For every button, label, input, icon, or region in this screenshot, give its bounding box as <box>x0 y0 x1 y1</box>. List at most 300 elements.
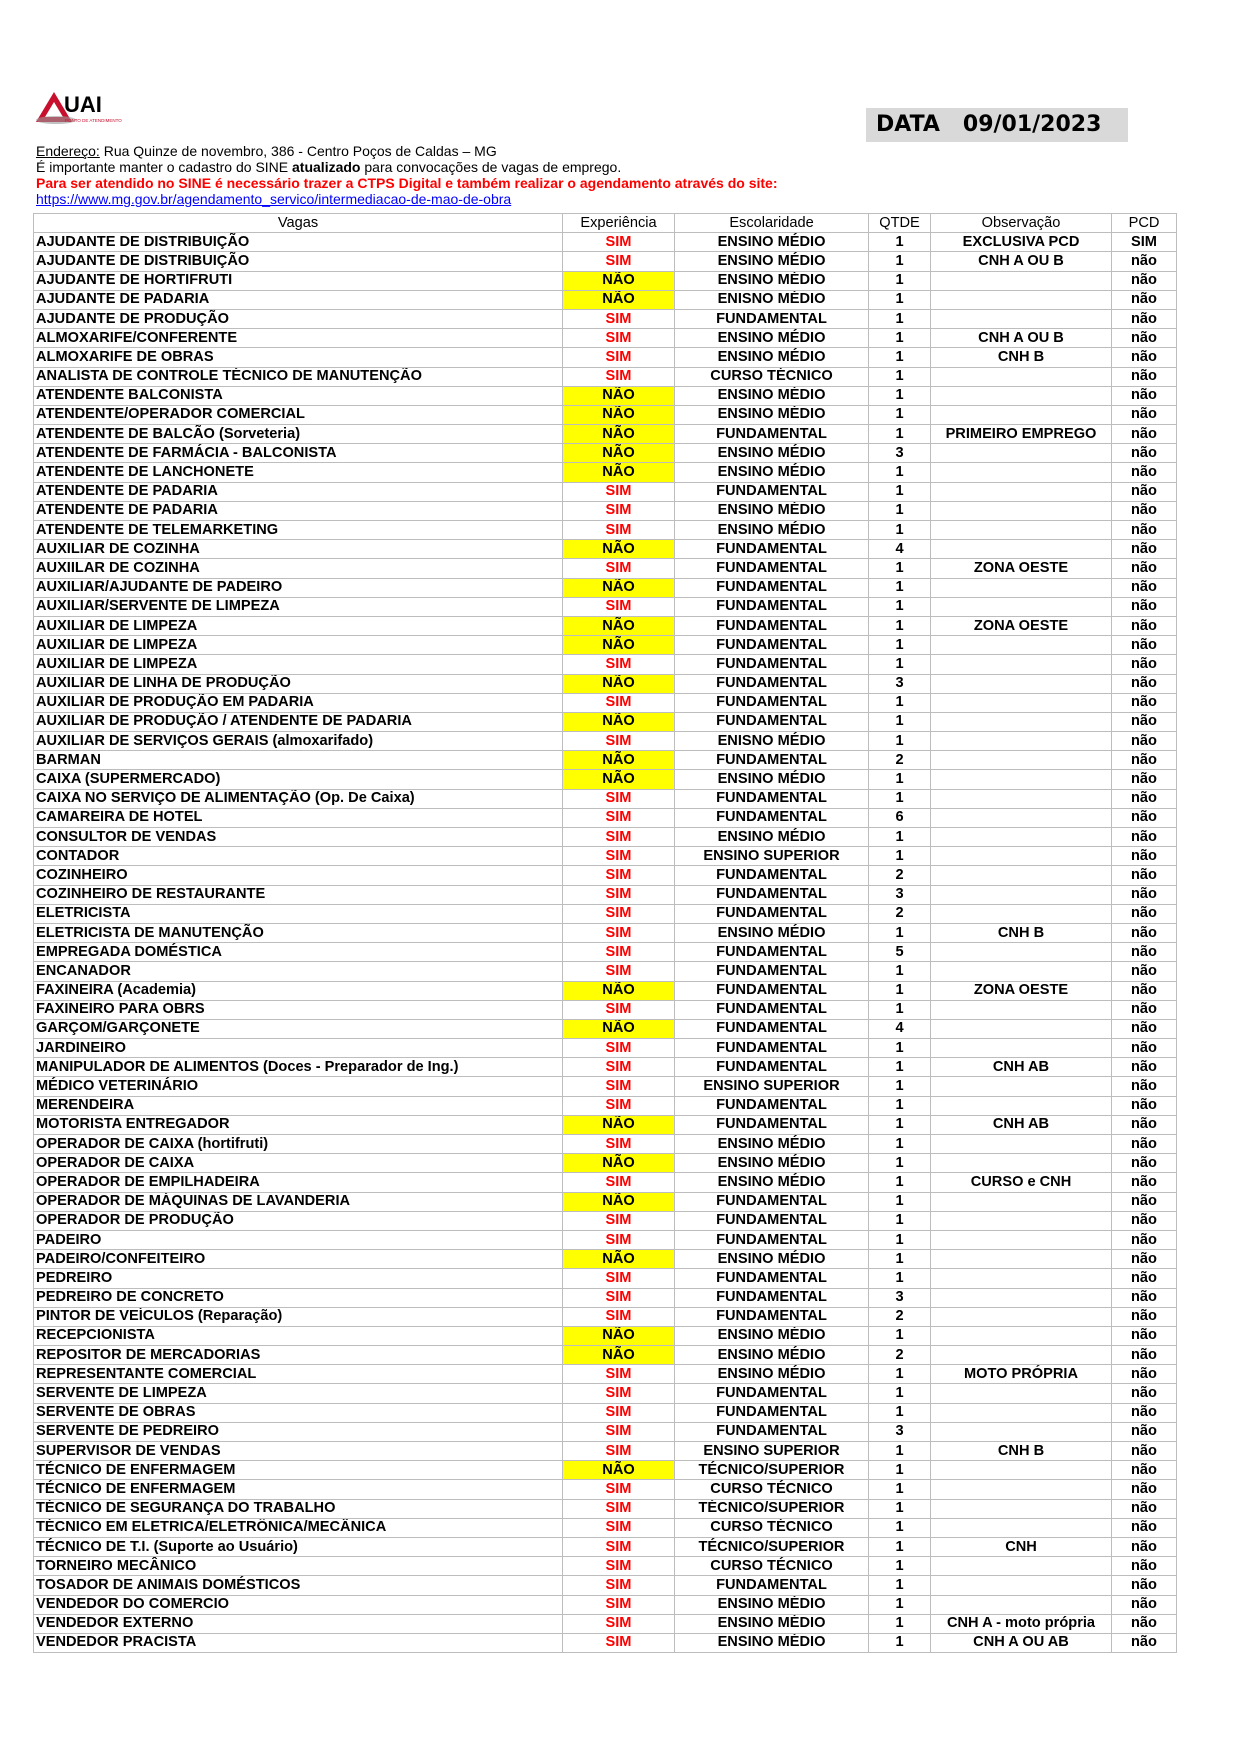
cell-escolaridade: TÉCNICO/SUPERIOR <box>675 1461 869 1480</box>
cell-observacao <box>931 309 1112 328</box>
cell-pcd: não <box>1112 1384 1177 1403</box>
cell-qtde: 1 <box>869 1096 931 1115</box>
cell-experiencia: SIM <box>563 1269 675 1288</box>
table-row <box>34 655 1177 674</box>
table-row <box>34 847 1177 866</box>
cell-vaga: AUXIILAR DE COZINHA <box>34 559 563 578</box>
cell-experiencia: SIM <box>563 1422 675 1441</box>
cell-pcd: não <box>1112 1557 1177 1576</box>
cell-vaga: CONSULTOR DE VENDAS <box>34 828 563 847</box>
cell-escolaridade: FUNDAMENTAL <box>675 559 869 578</box>
cell-observacao <box>931 904 1112 923</box>
notice-line <box>36 159 1176 175</box>
cell-observacao <box>931 405 1112 424</box>
cell-experiencia: SIM <box>563 252 675 271</box>
cell-escolaridade: ENSINO MÉDIO <box>675 329 869 348</box>
cell-observacao <box>931 808 1112 827</box>
table-row <box>34 1326 1177 1345</box>
cell-escolaridade: ENSINO MÉDIO <box>675 252 869 271</box>
cell-escolaridade: FUNDAMENTAL <box>675 866 869 885</box>
table-row <box>34 1346 1177 1365</box>
cell-pcd: não <box>1112 482 1177 501</box>
cell-pcd: não <box>1112 1096 1177 1115</box>
cell-escolaridade: CURSO TÉCNICO <box>675 1480 869 1499</box>
table-row <box>34 751 1177 770</box>
table-row <box>34 482 1177 501</box>
cell-pcd: não <box>1112 1633 1177 1652</box>
cell-observacao: ZONA OESTE <box>931 616 1112 635</box>
cell-escolaridade: FUNDAMENTAL <box>675 674 869 693</box>
cell-escolaridade: ENSINO MÉDIO <box>675 1595 869 1614</box>
jobs-table-body <box>34 233 1177 1653</box>
table-row <box>34 1442 1177 1461</box>
cell-pcd: não <box>1112 847 1177 866</box>
cell-observacao: CURSO e CNH <box>931 1173 1112 1192</box>
cell-experiencia: SIM <box>563 866 675 885</box>
cell-escolaridade: FUNDAMENTAL <box>675 693 869 712</box>
table-row <box>34 540 1177 559</box>
cell-vaga: OPERADOR DE PRODUÇÃO <box>34 1211 563 1230</box>
cell-experiencia: NÃO <box>563 1115 675 1134</box>
table-row <box>34 1422 1177 1441</box>
header-experiencia: Experiência <box>563 214 675 233</box>
cell-qtde: 3 <box>869 444 931 463</box>
cell-qtde: 1 <box>869 1403 931 1422</box>
cell-qtde: 1 <box>869 693 931 712</box>
cell-escolaridade: ENSINO MÉDIO <box>675 1614 869 1633</box>
cell-qtde: 2 <box>869 866 931 885</box>
cell-observacao <box>931 1269 1112 1288</box>
cell-escolaridade: FUNDAMENTAL <box>675 1269 869 1288</box>
logo-icon <box>34 88 134 132</box>
cell-pcd: não <box>1112 751 1177 770</box>
cell-observacao: PRIMEIRO EMPREGO <box>931 425 1112 444</box>
cell-experiencia: SIM <box>563 904 675 923</box>
cell-experiencia: SIM <box>563 501 675 520</box>
cell-vaga: REPOSITOR DE MERCADORIAS <box>34 1346 563 1365</box>
cell-qtde: 3 <box>869 1422 931 1441</box>
cell-pcd: não <box>1112 1115 1177 1134</box>
cell-observacao: EXCLUSIVA PCD <box>931 233 1112 252</box>
cell-escolaridade: ENSINO MÉDIO <box>675 1250 869 1269</box>
cell-qtde: 1 <box>869 962 931 981</box>
table-row <box>34 463 1177 482</box>
table-row <box>34 1633 1177 1652</box>
cell-pcd: não <box>1112 1269 1177 1288</box>
cell-vaga: MERENDEIRA <box>34 1096 563 1115</box>
cell-vaga: ATENDENTE DE FARMÁCIA - BALCONISTA <box>34 444 563 463</box>
cell-experiencia: SIM <box>563 1365 675 1384</box>
cell-escolaridade: TÉCNICO/SUPERIOR <box>675 1499 869 1518</box>
cell-pcd: não <box>1112 521 1177 540</box>
cell-qtde: 1 <box>869 1557 931 1576</box>
cell-observacao <box>931 1019 1112 1038</box>
cell-escolaridade: ENSINO MÉDIO <box>675 348 869 367</box>
table-row <box>34 329 1177 348</box>
table-row <box>34 1403 1177 1422</box>
cell-escolaridade: ENSINO MÉDIO <box>675 1633 869 1652</box>
cell-pcd: não <box>1112 1537 1177 1556</box>
cell-experiencia: NÃO <box>563 770 675 789</box>
table-row <box>34 732 1177 751</box>
cell-escolaridade: FUNDAMENTAL <box>675 904 869 923</box>
table-row <box>34 309 1177 328</box>
scheduling-link[interactable]: https://www.mg.gov.br/agendamento_servico/intermediacao-de-mao-de-obra <box>36 191 512 207</box>
cell-qtde: 2 <box>869 1307 931 1326</box>
cell-escolaridade: ENSINO MÉDIO <box>675 1173 869 1192</box>
table-row <box>34 1288 1177 1307</box>
cell-observacao: CNH A - moto própria <box>931 1614 1112 1633</box>
cell-observacao <box>931 1307 1112 1326</box>
cell-qtde: 1 <box>869 1135 931 1154</box>
cell-pcd: SIM <box>1112 233 1177 252</box>
cell-experiencia: NÃO <box>563 981 675 1000</box>
cell-vaga: OPERADOR DE MÁQUINAS DE LAVANDERIA <box>34 1192 563 1211</box>
cell-escolaridade: FUNDAMENTAL <box>675 1211 869 1230</box>
cell-escolaridade: FUNDAMENTAL <box>675 885 869 904</box>
cell-qtde: 1 <box>869 981 931 1000</box>
cell-observacao <box>931 885 1112 904</box>
table-row <box>34 1576 1177 1595</box>
table-row <box>34 1384 1177 1403</box>
cell-pcd: não <box>1112 1480 1177 1499</box>
table-row <box>34 1077 1177 1096</box>
cell-vaga: ELETRICISTA DE MANUTENÇÃO <box>34 923 563 942</box>
table-row <box>34 1557 1177 1576</box>
cell-observacao <box>931 636 1112 655</box>
cell-observacao <box>931 1557 1112 1576</box>
cell-observacao <box>931 1135 1112 1154</box>
table-row <box>34 981 1177 1000</box>
cell-escolaridade: ENSINO MÉDIO <box>675 1135 869 1154</box>
cell-qtde: 1 <box>869 1537 931 1556</box>
cell-experiencia: SIM <box>563 348 675 367</box>
cell-escolaridade: FUNDAMENTAL <box>675 981 869 1000</box>
cell-pcd: não <box>1112 1403 1177 1422</box>
address-text: Rua Quinze de novembro, 386 - Centro Poços de Caldas – MG <box>99 143 497 159</box>
header-vagas: Vagas <box>34 214 563 233</box>
cell-observacao <box>931 1576 1112 1595</box>
cell-qtde: 2 <box>869 1346 931 1365</box>
cell-observacao: CNH B <box>931 348 1112 367</box>
cell-qtde: 5 <box>869 943 931 962</box>
cell-pcd: não <box>1112 808 1177 827</box>
cell-vaga: VENDEDOR EXTERNO <box>34 1614 563 1633</box>
cell-vaga: ATENDENTE DE TELEMARKETING <box>34 521 563 540</box>
cell-pcd: não <box>1112 559 1177 578</box>
cell-experiencia: NÃO <box>563 616 675 635</box>
cell-vaga: AUXILIAR DE PRODUÇÃO EM PADARIA <box>34 693 563 712</box>
cell-qtde: 3 <box>869 674 931 693</box>
logo-subtext: PONTO DE ATENDIMENTO <box>65 118 122 123</box>
table-row <box>34 1499 1177 1518</box>
cell-observacao <box>931 271 1112 290</box>
warning-text: Para ser atendido no SINE é necessário trazer a CTPS Digital e também realizar o agendamento através do site: <box>36 175 778 191</box>
cell-qtde: 2 <box>869 751 931 770</box>
cell-escolaridade: FUNDAMENTAL <box>675 1576 869 1595</box>
cell-experiencia: SIM <box>563 1633 675 1652</box>
table-row <box>34 1000 1177 1019</box>
cell-qtde: 1 <box>869 1173 931 1192</box>
cell-escolaridade: FUNDAMENTAL <box>675 1288 869 1307</box>
cell-observacao <box>931 847 1112 866</box>
cell-experiencia: NÃO <box>563 1019 675 1038</box>
cell-observacao <box>931 1154 1112 1173</box>
cell-vaga: MOTORISTA ENTREGADOR <box>34 1115 563 1134</box>
cell-observacao: MOTO PRÓPRIA <box>931 1365 1112 1384</box>
table-row <box>34 252 1177 271</box>
cell-qtde: 1 <box>869 425 931 444</box>
cell-experiencia: NÃO <box>563 386 675 405</box>
cell-vaga: TOSADOR DE ANIMAIS DOMÉSTICOS <box>34 1576 563 1595</box>
cell-pcd: não <box>1112 463 1177 482</box>
cell-qtde: 1 <box>869 847 931 866</box>
cell-experiencia: SIM <box>563 309 675 328</box>
cell-pcd: não <box>1112 1230 1177 1249</box>
table-row <box>34 789 1177 808</box>
cell-qtde: 1 <box>869 828 931 847</box>
cell-escolaridade: FUNDAMENTAL <box>675 616 869 635</box>
cell-vaga: ATENDENTE/OPERADOR COMERCIAL <box>34 405 563 424</box>
cell-qtde: 3 <box>869 885 931 904</box>
cell-vaga: AJUDANTE DE HORTIFRUTI <box>34 271 563 290</box>
cell-escolaridade: ENSINO MÉDIO <box>675 1326 869 1345</box>
cell-vaga: ANALISTA DE CONTROLE TÉCNICO DE MANUTENÇÃO <box>34 367 563 386</box>
table-row <box>34 1135 1177 1154</box>
cell-qtde: 1 <box>869 1039 931 1058</box>
cell-experiencia: SIM <box>563 1173 675 1192</box>
cell-pcd: não <box>1112 1000 1177 1019</box>
cell-observacao <box>931 770 1112 789</box>
table-row <box>34 444 1177 463</box>
cell-vaga: BARMAN <box>34 751 563 770</box>
cell-escolaridade: FUNDAMENTAL <box>675 636 869 655</box>
cell-qtde: 1 <box>869 405 931 424</box>
header-qtde: QTDE <box>869 214 931 233</box>
cell-vaga: AUXILIAR DE LIMPEZA <box>34 616 563 635</box>
cell-vaga: TÉCNICO DE SEGURANÇA DO TRABALHO <box>34 1499 563 1518</box>
cell-observacao <box>931 540 1112 559</box>
cell-qtde: 1 <box>869 732 931 751</box>
cell-experiencia: SIM <box>563 1039 675 1058</box>
cell-vaga: AJUDANTE DE DISTRIBUIÇÃO <box>34 252 563 271</box>
cell-qtde: 1 <box>869 1326 931 1345</box>
cell-experiencia: SIM <box>563 367 675 386</box>
table-row <box>34 1058 1177 1077</box>
cell-experiencia: NÃO <box>563 1250 675 1269</box>
cell-qtde: 1 <box>869 1269 931 1288</box>
cell-observacao: ZONA OESTE <box>931 559 1112 578</box>
cell-qtde: 2 <box>869 904 931 923</box>
table-row <box>34 636 1177 655</box>
cell-pcd: não <box>1112 1576 1177 1595</box>
cell-observacao <box>931 943 1112 962</box>
cell-observacao <box>931 1192 1112 1211</box>
cell-qtde: 1 <box>869 636 931 655</box>
cell-escolaridade: FUNDAMENTAL <box>675 1384 869 1403</box>
cell-vaga: TORNEIRO MECÂNICO <box>34 1557 563 1576</box>
cell-experiencia: SIM <box>563 1518 675 1537</box>
cell-pcd: não <box>1112 405 1177 424</box>
cell-vaga: COZINHEIRO <box>34 866 563 885</box>
cell-pcd: não <box>1112 962 1177 981</box>
cell-pcd: não <box>1112 329 1177 348</box>
cell-escolaridade: FUNDAMENTAL <box>675 1096 869 1115</box>
cell-qtde: 1 <box>869 1633 931 1652</box>
header-observacao: Observação <box>931 214 1112 233</box>
cell-pcd: não <box>1112 271 1177 290</box>
cell-experiencia: SIM <box>563 808 675 827</box>
cell-qtde: 1 <box>869 1442 931 1461</box>
table-row <box>34 501 1177 520</box>
cell-pcd: não <box>1112 1154 1177 1173</box>
cell-vaga: MANIPULADOR DE ALIMENTOS (Doces - Preparador de Ing.) <box>34 1058 563 1077</box>
cell-pcd: não <box>1112 674 1177 693</box>
cell-pcd: não <box>1112 923 1177 942</box>
table-row <box>34 808 1177 827</box>
cell-observacao <box>931 1480 1112 1499</box>
cell-observacao <box>931 1595 1112 1614</box>
cell-experiencia: SIM <box>563 962 675 981</box>
cell-experiencia: SIM <box>563 885 675 904</box>
cell-observacao <box>931 1000 1112 1019</box>
cell-observacao <box>931 1326 1112 1345</box>
notice-pre: É importante manter o cadastro do SINE <box>36 159 293 175</box>
cell-qtde: 1 <box>869 1192 931 1211</box>
cell-pcd: não <box>1112 1288 1177 1307</box>
cell-observacao: CNH A OU B <box>931 329 1112 348</box>
cell-observacao <box>931 1039 1112 1058</box>
cell-observacao <box>931 1250 1112 1269</box>
table-row <box>34 1154 1177 1173</box>
cell-observacao <box>931 712 1112 731</box>
address-line <box>36 143 1176 159</box>
cell-experiencia: SIM <box>563 559 675 578</box>
cell-escolaridade: CURSO TÉCNICO <box>675 1557 869 1576</box>
cell-escolaridade: FUNDAMENTAL <box>675 1058 869 1077</box>
table-row <box>34 616 1177 635</box>
cell-qtde: 1 <box>869 1211 931 1230</box>
cell-pcd: não <box>1112 386 1177 405</box>
cell-escolaridade: FUNDAMENTAL <box>675 597 869 616</box>
cell-vaga: ALMOXARIFE DE OBRAS <box>34 348 563 367</box>
cell-qtde: 1 <box>869 1058 931 1077</box>
cell-pcd: não <box>1112 1135 1177 1154</box>
table-row <box>34 290 1177 309</box>
cell-escolaridade: ENSINO MÉDIO <box>675 386 869 405</box>
cell-experiencia: SIM <box>563 233 675 252</box>
cell-qtde: 1 <box>869 712 931 731</box>
cell-escolaridade: ENSINO MÉDIO <box>675 1365 869 1384</box>
cell-experiencia: SIM <box>563 1211 675 1230</box>
cell-qtde: 4 <box>869 540 931 559</box>
cell-escolaridade: ENSINO MÉDIO <box>675 444 869 463</box>
cell-escolaridade: FUNDAMENTAL <box>675 1115 869 1134</box>
table-row <box>34 386 1177 405</box>
cell-escolaridade: FUNDAMENTAL <box>675 1422 869 1441</box>
cell-experiencia: SIM <box>563 847 675 866</box>
table-row <box>34 271 1177 290</box>
cell-vaga: TÉCNICO EM ELETRICA/ELETRÔNICA/MECÂNICA <box>34 1518 563 1537</box>
table-row <box>34 866 1177 885</box>
cell-pcd: não <box>1112 1595 1177 1614</box>
cell-pcd: não <box>1112 425 1177 444</box>
cell-vaga: REPRESENTANTE COMERCIAL <box>34 1365 563 1384</box>
cell-qtde: 1 <box>869 463 931 482</box>
cell-observacao: CNH AB <box>931 1115 1112 1134</box>
cell-pcd: não <box>1112 252 1177 271</box>
cell-observacao <box>931 674 1112 693</box>
cell-qtde: 1 <box>869 923 931 942</box>
cell-pcd: não <box>1112 732 1177 751</box>
cell-pcd: não <box>1112 943 1177 962</box>
cell-observacao <box>931 1096 1112 1115</box>
cell-escolaridade: ENSINO SUPERIOR <box>675 1442 869 1461</box>
cell-observacao <box>931 962 1112 981</box>
cell-observacao <box>931 597 1112 616</box>
cell-pcd: não <box>1112 866 1177 885</box>
cell-pcd: não <box>1112 1461 1177 1480</box>
cell-experiencia: SIM <box>563 521 675 540</box>
cell-vaga: OPERADOR DE CAIXA (hortifruti) <box>34 1135 563 1154</box>
cell-qtde: 1 <box>869 1614 931 1633</box>
cell-escolaridade: FUNDAMENTAL <box>675 1019 869 1038</box>
cell-observacao <box>931 1499 1112 1518</box>
cell-vaga: RECEPCIONISTA <box>34 1326 563 1345</box>
table-row <box>34 348 1177 367</box>
cell-qtde: 6 <box>869 808 931 827</box>
cell-vaga: EMPREGADA DOMÉSTICA <box>34 943 563 962</box>
cell-observacao <box>931 1211 1112 1230</box>
cell-vaga: AJUDANTE DE PADARIA <box>34 290 563 309</box>
cell-qtde: 1 <box>869 1250 931 1269</box>
cell-escolaridade: ENSINO MÉDIO <box>675 1346 869 1365</box>
table-row <box>34 1269 1177 1288</box>
cell-vaga: SERVENTE DE LIMPEZA <box>34 1384 563 1403</box>
cell-experiencia: SIM <box>563 923 675 942</box>
table-row <box>34 1518 1177 1537</box>
cell-experiencia: NÃO <box>563 1461 675 1480</box>
table-row <box>34 1096 1177 1115</box>
cell-observacao <box>931 732 1112 751</box>
cell-vaga: CAIXA (SUPERMERCADO) <box>34 770 563 789</box>
cell-experiencia: SIM <box>563 1077 675 1096</box>
cell-vaga: SERVENTE DE OBRAS <box>34 1403 563 1422</box>
cell-experiencia: NÃO <box>563 271 675 290</box>
cell-observacao: CNH AB <box>931 1058 1112 1077</box>
cell-escolaridade: FUNDAMENTAL <box>675 578 869 597</box>
cell-experiencia: SIM <box>563 1480 675 1499</box>
cell-experiencia: NÃO <box>563 405 675 424</box>
cell-experiencia: SIM <box>563 1442 675 1461</box>
table-row <box>34 904 1177 923</box>
cell-qtde: 1 <box>869 1499 931 1518</box>
cell-vaga: PADEIRO <box>34 1230 563 1249</box>
cell-experiencia: NÃO <box>563 540 675 559</box>
cell-pcd: não <box>1112 1499 1177 1518</box>
cell-pcd: não <box>1112 540 1177 559</box>
cell-vaga: AJUDANTE DE DISTRIBUIÇÃO <box>34 233 563 252</box>
cell-escolaridade: FUNDAMENTAL <box>675 962 869 981</box>
cell-vaga: AUXILIAR/SERVENTE DE LIMPEZA <box>34 597 563 616</box>
cell-qtde: 1 <box>869 1365 931 1384</box>
cell-pcd: não <box>1112 1442 1177 1461</box>
cell-experiencia: SIM <box>563 789 675 808</box>
table-row <box>34 693 1177 712</box>
cell-experiencia: SIM <box>563 943 675 962</box>
cell-vaga: AUXILIAR DE SERVIÇOS GERAIS (almoxarifado) <box>34 732 563 751</box>
cell-escolaridade: CURSO TÉCNICO <box>675 1518 869 1537</box>
